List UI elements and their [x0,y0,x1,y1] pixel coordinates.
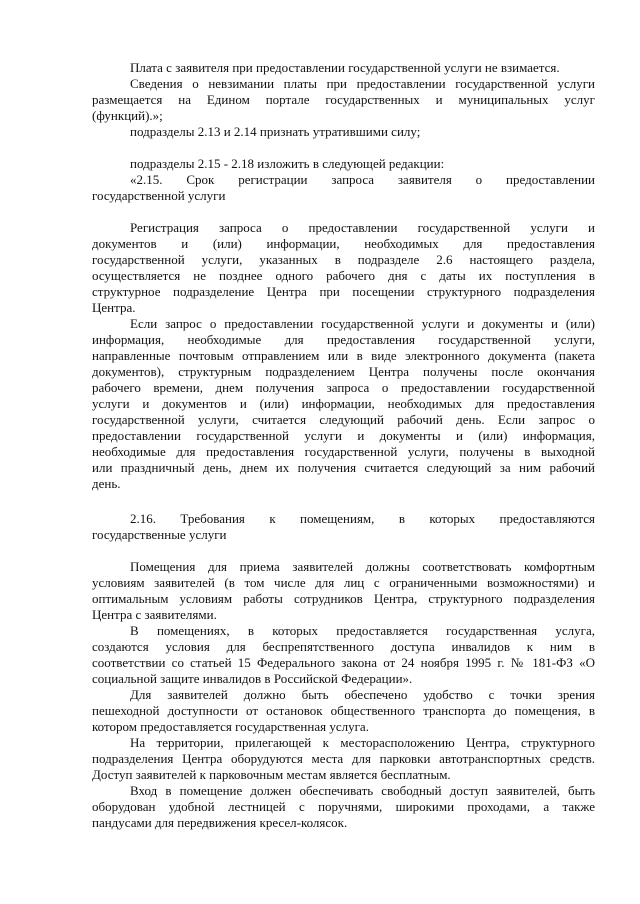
text-line: оборудован удобной лестницей с поручнями, широкими проходами, а также [92,799,595,814]
text-line: Плата с заявителя при предоставлении государственной услуги не взимается. [130,60,560,75]
text-line: размещается на Едином портале государственных и муниципальных услуг [92,92,595,107]
text-line: создаются условия для беспрепятственного доступа инвалидов к ним в [92,639,595,654]
text-line: осуществляется не позднее одного рабочего дня с даты их поступления в [92,268,595,283]
text-line: На территории, прилегающей к месторасположению Центра, структурного [130,735,595,750]
text-line: Для заявителей должно быть обеспечено удобство с точки зрения [130,687,595,702]
text-line: государственной услуги, считается следующий рабочий день. Если запрос о [92,412,595,427]
text-line: Помещения для приема заявителей должны соответствовать комфортным [130,559,595,574]
text-line: государственной услуги, указанных в подразделе 2.6 настоящего раздела, [92,252,595,267]
text-line: Центра. [92,300,136,315]
text-line: условиям заявителей (в том числе для лиц с ограниченными возможностями) и [92,575,595,590]
text-line: Сведения о невзимании платы при предоставлении государственной услуги [130,76,595,91]
text-line: необходимые для предоставления государственной услуги, получены в выходной [92,444,595,459]
section-heading: 2.16. Требования к помещениям, в которых предоставляются [130,511,595,526]
text-line: Если запрос о предоставлении государственной услуги и документы и (или) [130,316,595,331]
text-line: информация, необходимые для предоставления государственной услуги, [92,332,595,347]
text-line: подразделения Центра оборудуются места для парковки автотранспортных средств. [92,751,595,766]
text-line: структурное подразделение Центра при посещении структурного подразделения [92,284,595,299]
text-line: Вход в помещение должен обеспечивать свободный доступ заявителей, быть [130,783,595,798]
text-line: оптимальным условиям работы сотрудников Центра, структурного подразделения [92,591,595,606]
text-line: пешеходной доступности от остановок общественного транспорта до помещения, в [92,703,595,718]
text-line: пандусами для передвижения кресел-колясок. [92,815,348,830]
text-line: рабочего времени, днем получения запроса о предоставлении государственной [92,380,595,395]
text-line: предоставлении государственной услуги и документы и (или) информация, [92,428,595,443]
section-heading: государственной услуги [92,188,226,203]
text-line: направленные почтовым отправлением или в виде электронного документа (пакета [92,348,595,363]
text-line: документов), структурным подразделением Центра получены после окончания [92,364,595,379]
text-line: Регистрация запроса о предоставлении государственной услуги и [130,220,595,235]
text-line: социальной защите инвалидов в Российской Федерации». [92,671,413,686]
text-line: подразделы 2.13 и 2.14 признать утратившими силу; [130,124,421,139]
text-line: котором предоставляется государственная услуга. [92,719,369,734]
text-line: В помещениях, в которых предоставляется государственная услуга, [130,623,595,638]
section-heading: государственные услуги [92,527,227,542]
text-line: подразделы 2.15 - 2.18 изложить в следующей редакции: [130,156,445,171]
text-line: соответствии со статьей 15 Федерального закона от 24 ноября 1995 г. № 181-ФЗ «О [92,655,595,670]
text-line: Центра с заявителями. [92,607,217,622]
text-line: (функций).»; [92,108,163,123]
text-line: услуги и документов и (или) информации, необходимых для предоставления [92,396,595,411]
section-heading: «2.15. Срок регистрации запроса заявителя о предоставлении [130,172,595,187]
text-line: или праздничный день, днем их получения считается следующий за ним рабочий [92,460,595,475]
text-line: документов и (или) информации, необходимых для предоставления [92,236,595,251]
text-line: день. [92,476,121,491]
text-line: Доступ заявителей к парковочным местам является бесплатным. [92,767,451,782]
